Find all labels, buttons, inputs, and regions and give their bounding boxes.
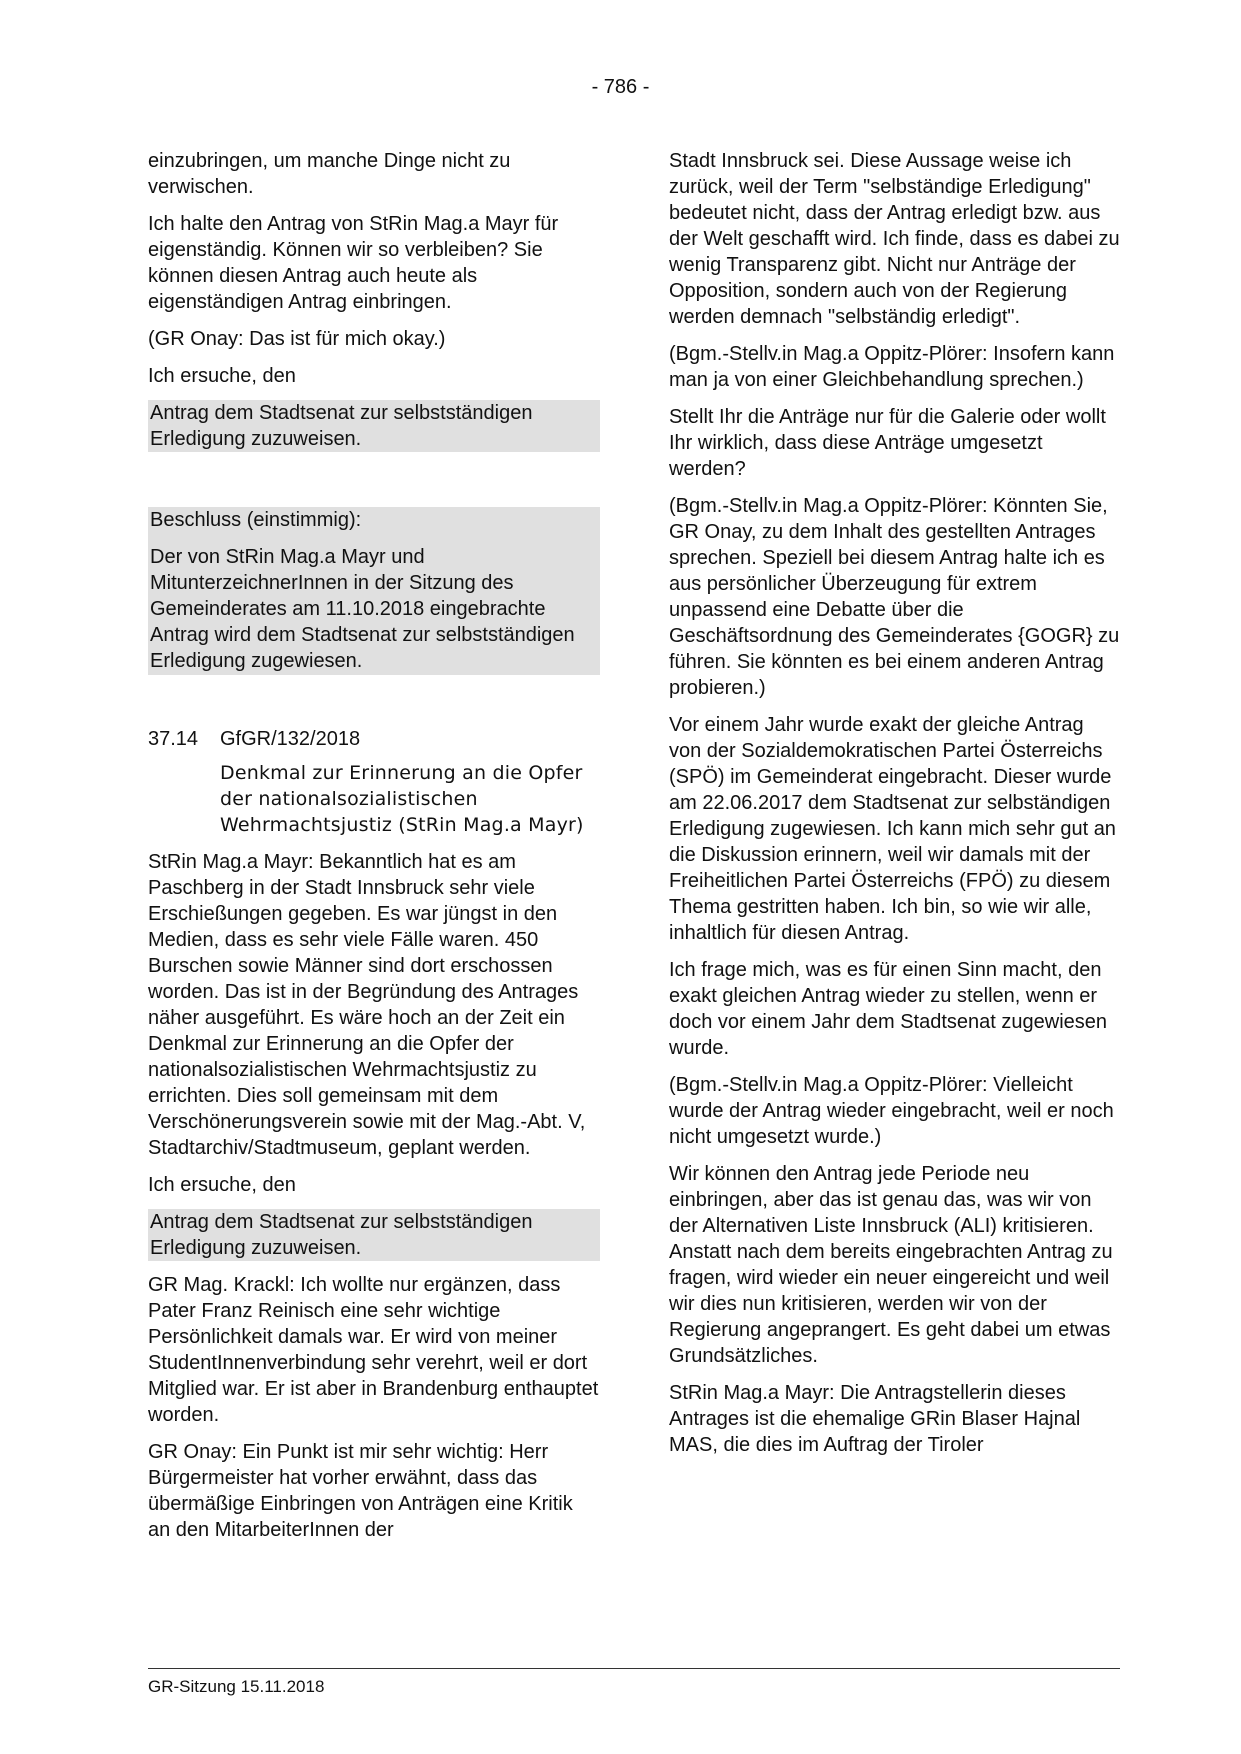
- left-column: [148, 148, 600, 1554]
- agenda-item: [148, 726, 600, 838]
- footer-text: GR-Sitzung 15.11.2018: [148, 1677, 325, 1696]
- interjection: (Bgm.-Stellv.in Mag.a Oppitz-Plörer: Könnten Sie, GR Onay, zu dem Inhalt des gestellten Antrages sprechen. Speziell bei diesem Antrag halte ich es aus persönlicher Überzeugung für extrem unpassend eine Debatte über die Geschäftsordnung des Gemeinderates {GOGR} zu führen. Sie könnten es bei einem anderen Antrag probieren.): [669, 495, 1120, 699]
- interjection: (Bgm.-Stellv.in Mag.a Oppitz-Plörer: Vielleicht wurde der Antrag wieder eingebracht, weil er noch nicht umgesetzt wurde.): [669, 1074, 1114, 1148]
- paragraph: Ich ersuche, den: [148, 365, 296, 387]
- motion-highlight: Antrag dem Stadtsenat zur selbstständigen Erledigung zuzuweisen.: [148, 400, 600, 452]
- paragraph: Ich frage mich, was es für einen Sinn macht, den exakt gleichen Antrag wieder zu stellen, wenn er doch vor einem Jahr dem Stadtsenat zugewiesen wurde.: [669, 959, 1108, 1059]
- interjection: (Bgm.-Stellv.in Mag.a Oppitz-Plörer: Insofern kann man ja von einer Gleichbehandlung sprechen.): [669, 343, 1115, 391]
- paragraph: einzubringen, um manche Dinge nicht zu verwischen.: [148, 150, 511, 198]
- decision-box: [148, 507, 600, 675]
- paragraph: Stellt Ihr die Anträge nur für die Galerie oder wollt Ihr wirklich, dass diese Anträge umgesetzt werden?: [669, 406, 1106, 480]
- paragraph: Stadt Innsbruck sei. Diese Aussage weise ich zurück, weil der Term "selbständige Erledigung" bedeutet nicht, dass der Antrag erledigt bzw. aus der Welt geschafft wird. Ich finde, dass es dabei zu wenig Transparenz gibt. Nicht nur Anträge der Opposition, sondern auch von der Regierung werden demnach "selbständig erledigt".: [669, 150, 1120, 328]
- footer-divider: [148, 1668, 1120, 1669]
- right-column: [669, 148, 1121, 1469]
- paragraph: StRin Mag.a Mayr: Bekanntlich hat es am Paschberg in der Stadt Innsbruck sehr viele Erschießungen gegeben. Es war jüngst in den Medien, dass es sehr viele Fälle waren. 450 Burschen sowie Männer sind dort erschossen worden. Das ist in der Begründung des Antrages näher ausgeführt. Es wäre hoch an der Zeit ein Denkmal zur Erinnerung an die Opfer der nationalsozialistischen Wehrmachtsjustiz zu errichten. Dies soll gemeinsam mit dem Verschönerungsverein sowie mit der Mag.-Abt. V, Stadtarchiv/Stadtmuseum, geplant werden.: [148, 851, 586, 1159]
- decision-text: Der von StRin Mag.a Mayr und MitunterzeichnerInnen in der Sitzung des Gemeinderates am 11.10.2018 eingebrachte Antrag wird dem Stadtsenat zur selbstständigen Erledigung zugewiesen.: [150, 546, 575, 672]
- page-number: - 786 -: [591, 76, 650, 98]
- paragraph: StRin Mag.a Mayr: Die Antragstellerin dieses Antrages ist die ehemalige GRin Blaser Hajnal MAS, die dies im Auftrag der Tiroler: [669, 1382, 1081, 1456]
- agenda-title: Denkmal zur Erinnerung an die Opfer der nationalsozialistischen Wehrmachtsjustiz (StRin Mag.a Mayr): [220, 762, 584, 836]
- paragraph: GR Onay: Ein Punkt ist mir sehr wichtig: Herr Bürgermeister hat vorher erwähnt, dass das übermäßige Einbringen von Anträgen eine Kritik an den MitarbeiterInnen der: [148, 1441, 573, 1541]
- paragraph: Ich halte den Antrag von StRin Mag.a Mayr für eigenständig. Können wir so verbleiben? Sie können diesen Antrag auch heute als eigenständigen Antrag einbringen.: [148, 213, 559, 313]
- agenda-code: GfGR/132/2018: [220, 728, 361, 750]
- paragraph: Vor einem Jahr wurde exakt der gleiche Antrag von der Sozialdemokratischen Partei Österreichs (SPÖ) im Gemeinderat eingebracht. Dieser wurde am 22.06.2017 dem Stadtsenat zur selbständigen Erledigung zugewiesen. Ich kann mich sehr gut an die Diskussion erinnern, weil wir damals mit der Freiheitlichen Partei Österreichs (FPÖ) zu diesem Thema gestritten haben. Ich bin, so wie wir alle, inhaltlich für diesen Antrag.: [669, 714, 1116, 944]
- interjection: (GR Onay: Das ist für mich okay.): [148, 328, 446, 350]
- motion-highlight: Antrag dem Stadtsenat zur selbstständigen Erledigung zuzuweisen.: [148, 1209, 600, 1261]
- paragraph: Ich ersuche, den: [148, 1174, 296, 1196]
- paragraph: GR Mag. Krackl: Ich wollte nur ergänzen, dass Pater Franz Reinisch eine sehr wichtige Persönlichkeit damals war. Er wird von meiner StudentInnenverbindung sehr verehrt, weil er dort Mitglied war. Er ist aber in Brandenburg enthauptet worden.: [148, 1274, 599, 1426]
- decision-title: Beschluss (einstimmig):: [150, 509, 362, 531]
- paragraph: Wir können den Antrag jede Periode neu einbringen, aber das ist genau das, was wir von der Alternativen Liste Innsbruck (ALI) kritisieren. Anstatt nach dem bereits eingebrachten Antrag zu fragen, wird wieder ein neuer eingereicht und weil wir dies nun kritisieren, werden wir von der Regierung angeprangert. Es geht dabei um etwas Grundsätzliches.: [669, 1163, 1113, 1367]
- agenda-number: 37.14: [148, 728, 199, 750]
